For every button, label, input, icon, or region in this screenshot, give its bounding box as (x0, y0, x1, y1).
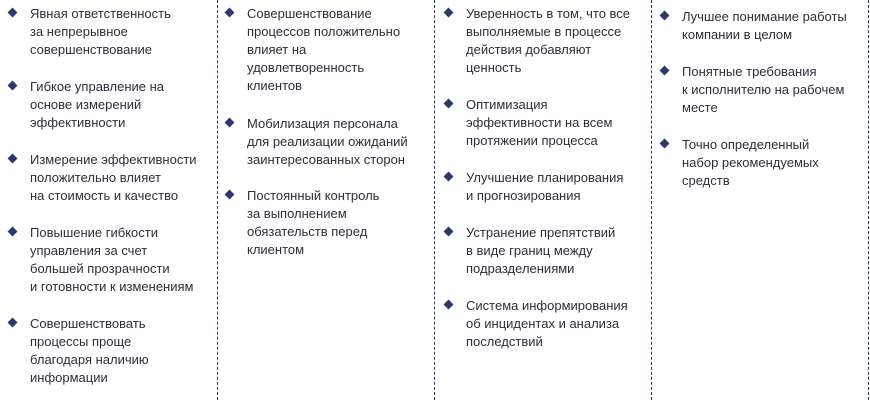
column-divider (651, 0, 652, 400)
list-item-text: Измерение эффективности положительно влияет на стоимость и качество (30, 152, 197, 203)
diamond-bullet-icon (8, 8, 18, 18)
column-4 (661, 0, 861, 400)
column-divider (868, 0, 869, 400)
list-item-text: Повышение гибкости управления за счет большей прозрачности и готовности к изменениям (30, 225, 194, 294)
list-item-text: Устранение препятствий в виде границ между подразделениями (466, 225, 616, 276)
list-item-text: Явная ответственность за непрерывное совершенствование (30, 6, 171, 57)
diamond-bullet-icon (8, 318, 18, 328)
list-item-text: Уверенность в том, что все выполняемые в процессе действия добавляют ценность (466, 6, 631, 75)
diamond-bullet-icon (660, 66, 670, 76)
column-2 (226, 0, 426, 400)
column-1 (9, 0, 209, 400)
column-3 (445, 0, 645, 400)
diamond-bullet-icon (8, 227, 18, 237)
list-item-text: Гибкое управление на основе измерений эффективности (30, 79, 165, 130)
list-item-text: Лучшее понимание работы компании в целом (682, 9, 847, 42)
list-item-text: Совершенствование процессов положительно влияет на удовлетворенность клиентов (247, 6, 401, 93)
list-item-text: Понятные требования к исполнителю на рабочем месте (682, 64, 845, 115)
list-item-text: Постоянный контроль за выполнением обязательств перед клиентом (247, 188, 380, 257)
column-divider (217, 0, 218, 400)
diamond-bullet-icon (444, 172, 454, 182)
diamond-bullet-icon (660, 11, 670, 21)
diamond-bullet-icon (444, 227, 454, 237)
list-item-text: Система информирования об инцидентах и анализа последствий (466, 298, 628, 349)
diamond-bullet-icon (444, 99, 454, 109)
diamond-bullet-icon (225, 118, 235, 128)
list-item-text: Оптимизация эффективности на всем протяжении процесса (466, 97, 613, 148)
list-item-text: Улучшение планирования и прогнозирования (466, 170, 624, 203)
column-divider (434, 0, 435, 400)
diamond-bullet-icon (225, 8, 235, 18)
list-item-text: Совершенствовать процессы проще благодаря наличию информации (30, 316, 149, 385)
diamond-bullet-icon (8, 81, 18, 91)
diamond-bullet-icon (444, 8, 454, 18)
diamond-bullet-icon (444, 300, 454, 310)
diamond-bullet-icon (225, 190, 235, 200)
diamond-bullet-icon (8, 154, 18, 164)
list-item-text: Мобилизация персонала для реализации ожиданий заинтересованных сторон (247, 116, 408, 167)
diamond-bullet-icon (660, 139, 670, 149)
list-item-text: Точно определенный набор рекомендуемых средств (682, 137, 819, 188)
